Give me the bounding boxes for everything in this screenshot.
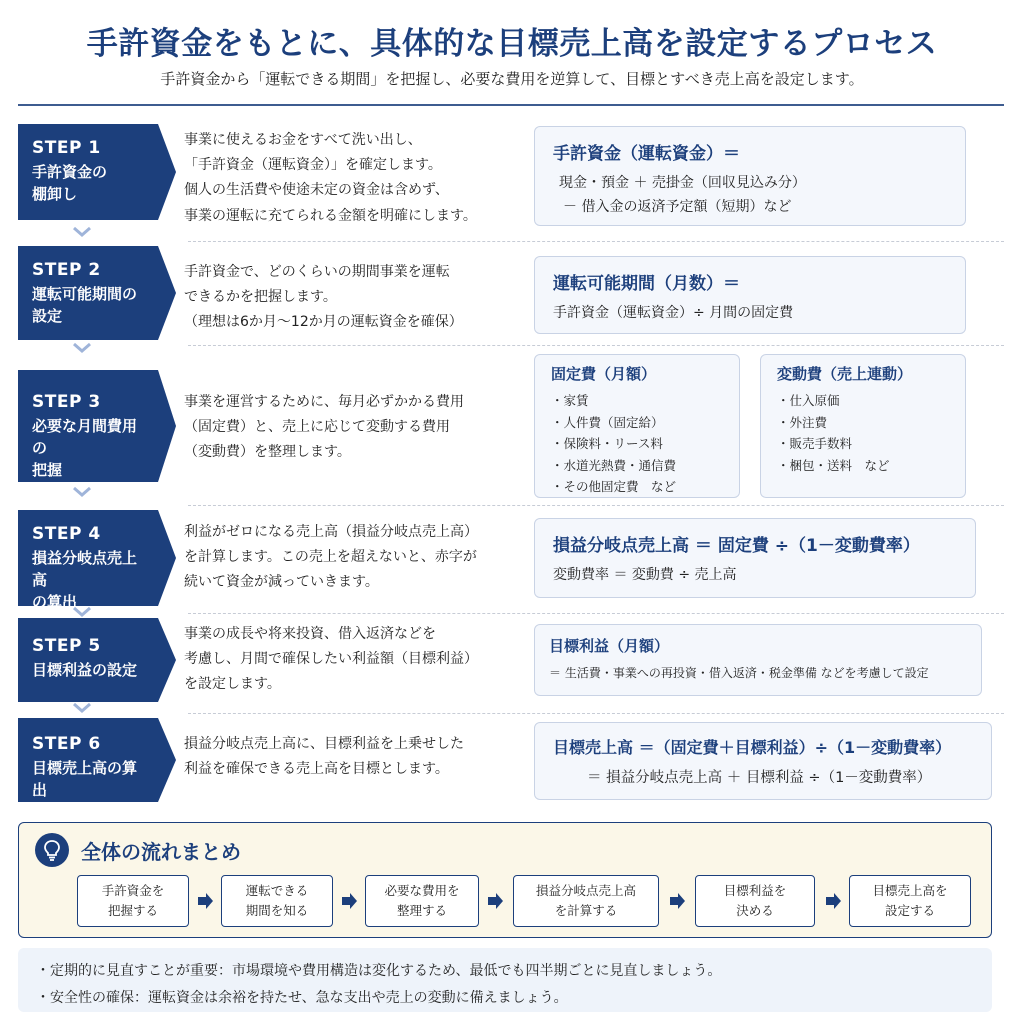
step-4-title: 損益分岐点売上高 の算出 [32,549,138,611]
step-1-title: 手許資金の 棚卸し [32,163,108,203]
flow-step: 手許資金を 把握する [77,875,189,927]
fixed-cost-box [534,354,740,498]
step-5-badge [18,618,158,702]
step-1 [18,124,1004,242]
arrow-right-icon [825,893,841,909]
step-2-formula-line: 手許資金（運転資金）÷ 月間の固定費 [553,305,794,321]
chevron-down-icon [70,226,94,238]
list-item: ・水道光熱費・通信費 [551,457,677,473]
note-item: ・定期的に見直すことが重要：市場環境や費用構造は変化するため、最低でも四半期ごとに見直しましょう。 [36,963,722,979]
step-4 [18,510,1004,614]
step-1-description: 事業に使えるお金をすべて洗い出し、 「手許資金（運転資金）」を確定します。 個人の生活費や使途未定の資金は含めず、 事業の運転に充てられる金額を明確にします。 [184,132,477,224]
lightbulb-icon [35,833,69,867]
step-6-formula-box [534,722,992,800]
step-4-number: STEP 4 [32,524,101,544]
page-title: 手許資金をもとに、具体的な目標売上高を設定するプロセス [86,26,938,62]
step-6 [18,718,1004,808]
arrow-right-icon [487,893,503,909]
divider [188,713,1004,714]
title-divider [18,104,1004,106]
step-1-number: STEP 1 [32,138,101,158]
list-item: ・家賃 [551,393,589,408]
step-2-formula-box [534,256,966,334]
page-subtitle: 手許資金から「運転できる期間」を把握し、必要な費用を逆算して、目標とすべき売上高を設定します。 [160,70,864,88]
step-4-badge [18,510,158,611]
chevron-down-icon [70,486,94,498]
chevron-down-icon [70,702,94,714]
step-4-formula-box [534,518,976,598]
flow-step: 運転できる 期間を知る [221,875,333,927]
step-1-formula-head: 手許資金（運転資金）＝ [553,144,740,164]
step-1-formula-line: － 借入金の返済予定額（短期）など [563,199,792,215]
step-6-number: STEP 6 [32,734,101,754]
step-5 [18,618,1004,714]
fixed-cost-head: 固定費（月額） [551,365,657,383]
step-6-badge [18,718,158,802]
step-3-number: STEP 3 [32,392,101,412]
divider [188,613,1004,614]
flow-step: 必要な費用を 整理する [365,875,479,927]
summary-title: 全体の流れまとめ [81,840,241,864]
step-3-description: 事業を運営するために、毎月必ずかかる費用 （固定費）と、売上に応じて変動する費用 （変動費）を整理します。 [184,394,464,461]
list-item: ・その他固定費 など [551,479,677,494]
step-5-number: STEP 5 [32,636,101,656]
list-item: ・販売手数料 [777,436,853,451]
chevron-down-icon [70,606,94,618]
divider [188,241,1004,242]
summary-panel [18,822,992,938]
step-2-number: STEP 2 [32,260,101,280]
step-2-description: 手許資金で、どのくらいの期間事業を運転 できるかを把握します。 （理想は6か月～12か月の運転資金を確保） [184,264,463,331]
flow-step: 損益分岐点売上高 を計算する [513,875,659,927]
step-5-formula-box [534,624,982,696]
step-3 [18,350,1004,506]
step-4-formula-line: 変動費率 ＝ 変動費 ÷ 売上高 [553,567,737,583]
step-1-formula-box [534,126,966,226]
divider [188,345,1004,346]
step-6-description: 損益分岐点売上高に、目標利益を上乗せした 利益を確保できる売上高を目標とします。 [184,736,464,778]
step-6-formula-head: 目標売上高 ＝（固定費＋目標利益）÷（1－変動費率） [553,738,952,757]
step-1-formula-line: 現金・預金 ＋ 売掛金（回収見込み分） [559,175,806,191]
divider [188,505,1004,506]
step-6-formula-line: ＝ 損益分岐点売上高 ＋ 目標利益 ÷（1－変動費率） [587,770,932,786]
list-item: ・外注費 [777,414,828,430]
step-2-badge [18,246,158,340]
arrow-right-icon [669,893,685,909]
flow-step: 目標利益を 決める [695,875,815,927]
notes-panel [18,948,992,1012]
flow-step: 目標売上高を 設定する [849,875,971,927]
step-2 [18,246,1004,346]
variable-cost-head: 変動費（売上連動） [777,365,913,383]
list-item: ・梱包・送料 など [777,457,890,473]
step-3-badge [18,370,158,482]
step-4-formula-head: 損益分岐点売上高 ＝ 固定費 ÷（1－変動費率） [553,536,920,556]
note-item: ・安全性の確保：運転資金は余裕を持たせ、急な支出や売上の変動に備えましょう。 [36,989,568,1006]
step-5-formula-line: ＝ 生活費・事業への再投資・借入返済・税金準備 などを考慮して設定 [549,666,929,680]
step-2-title: 運転可能期間の 設定 [32,285,138,325]
step-6-title: 目標売上高の算出 [32,759,138,799]
step-2-formula-head: 運転可能期間（月数）＝ [553,274,740,294]
list-item: ・仕入原価 [777,393,840,408]
variable-cost-box [760,354,966,498]
step-5-title: 目標利益の設定 [32,661,138,679]
step-1-badge [18,124,158,220]
arrow-right-icon [197,893,213,909]
list-item: ・人件費（固定給） [551,414,664,430]
arrow-right-icon [341,893,357,909]
step-3-title: 必要な月間費用の 把握 [32,417,138,479]
step-5-description: 事業の成長や将来投資、借入返済などを 考慮し、月間で確保したい利益額（目標利益） を設定します。 [184,626,478,693]
list-item: ・保険料・リース料 [551,436,663,451]
step-4-description: 利益がゼロになる売上高（損益分岐点売上高） を計算します。この売上を超えないと、赤字が 続いて資金が減っていきます。 [184,524,478,591]
step-5-formula-head: 目標利益（月額） [549,637,670,655]
